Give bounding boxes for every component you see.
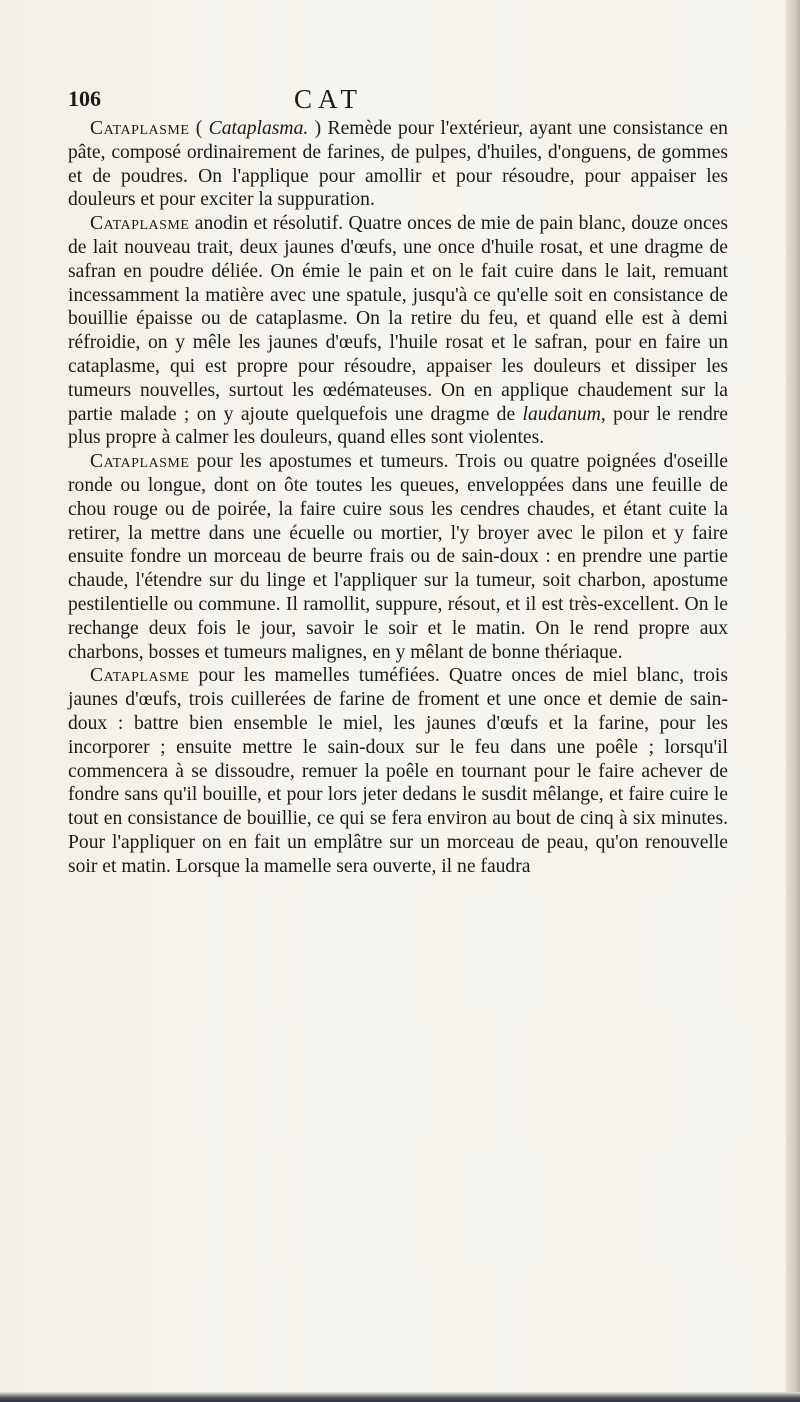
entry-cataplasme-anodin: Cataplasme anodin et résolutif. Quatre onces de mie de pain blanc, douze onces de lait nouveau trait, deux jaunes d'œufs, une once d'huile rosat, et une dragme de safran en poudre déliée. On émie le pain et on le fait cuire dans le lait, remuant incessamment la matière avec une spatule, jusqu'à ce qu'elle soit en consistance de bouillie épaisse ou de cataplasme. On la retire du feu, et quand elle est à demi réfroidie, on y mêle les jaunes d'œufs, l'huile rosat et le safran, pour en faire un cataplasme, qui est propre pour résoudre, appaiser les douleurs et dissiper les tumeurs nouvelles, surtout les œdémateuses. On en applique chaudement sur la partie malade ; on y ajoute quelquefois une dragme de laudanum, pour le rendre plus propre à calmer les douleurs, quand elles sont violentes. bbox=[68, 213, 729, 449]
entry-headword: Cataplasme bbox=[90, 213, 190, 235]
entry-headword: Cataplasme bbox=[90, 451, 190, 473]
page-header bbox=[68, 84, 728, 118]
entry-cataplasme-apostumes: Cataplasme pour les apostumes et tumeurs. Trois ou quatre poignées d'oseille ronde ou longue, dont on ôte toutes les queues, enveloppées dans une feuille de chou rouge ou de poirée, la faire cuire sous les cendres chaudes, et étant cuite la retirer, la mettre dans une écuelle ou mortier, l'y broyer avec le pilon et y faire ensuite fondre un morceau de beurre frais ou de sain-doux : en prendre une partie chaude, l'étendre sur du linge et l'appliquer sur la tumeur, soit charbon, apostume pestilentielle ou commune. Il ramollit, suppure, résout, et il est très-excellent. On le rechange deux fois le jour, savoir le soir et le matin. On le rend propre aux charbons, bosses et tumeurs malignes, en y mêlant de bonne thériaque. bbox=[68, 451, 728, 663]
entry-cataplasme-mamelles: Cataplasme pour les mamelles tuméfiées. Quatre onces de miel blanc, trois jaunes d'œufs, trois cuillerées de farine de froment et une once et demie de sain-doux : battre bien ensemble le miel, les jaunes d'œufs et la farine, pour les incorporer ; ensuite mettre le sain-doux sur le feu dans une poêle ; lorsqu'il commencera à se dissoudre, remuer la poêle en tournant pour le faire achever de fondre sans qu'il bouille, et pour lors jeter dedans le susdit mêlange, et faire cuire le tout en consistance de bouillie, ce qui se fera environ au bout de cinq à six minutes. Pour l'appliquer on en fait un emplâtre sur un morceau de peau, qu'on renouvelle soir et matin. Lorsque la mamelle sera ouverte, il ne faudra bbox=[68, 665, 728, 877]
running-head: CAT bbox=[294, 84, 364, 114]
body-text bbox=[68, 117, 728, 879]
entry-headword: Cataplasme bbox=[90, 665, 190, 687]
scan-border bbox=[0, 1392, 800, 1402]
page-number: 106 bbox=[68, 86, 101, 111]
entry-headword: Cataplasme bbox=[90, 118, 190, 139]
page-edge bbox=[786, 0, 800, 1402]
entry-cataplasme: Cataplasme ( Cataplasma. ) Remède pour l'extérieur, ayant une consistance en pâte, composé ordinairement de farines, de pulpes, d'huiles, d'onguens, de gommes et de poudres. On l'applique pour amollir et pour résoudre, pour appaiser les douleurs et pour exciter la suppuration. bbox=[68, 118, 728, 211]
